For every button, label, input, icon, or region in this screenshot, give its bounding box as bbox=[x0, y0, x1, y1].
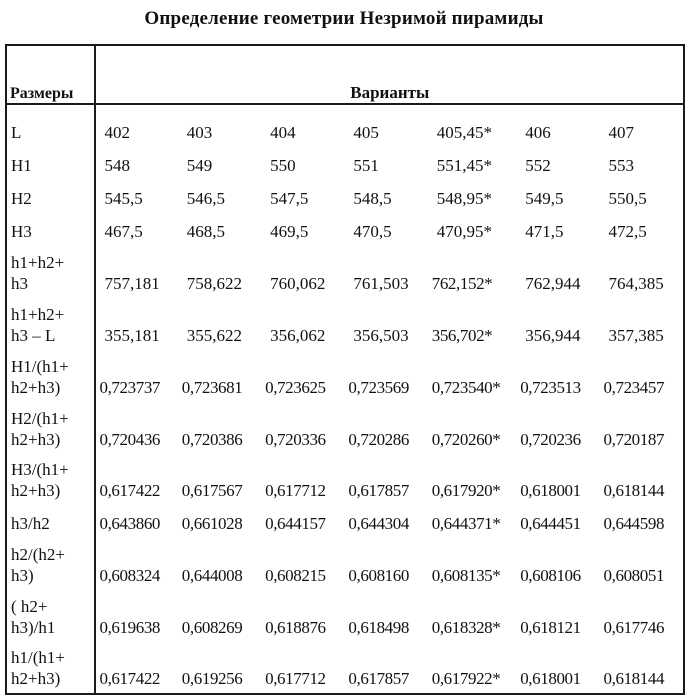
cell-variant-6: 0,618001 bbox=[520, 481, 581, 501]
row-label bbox=[6, 590, 95, 642]
cell-variant-4: 405 bbox=[353, 123, 379, 142]
cell-variant-7: 0,617746 bbox=[603, 618, 665, 638]
cell-variant-2: 0,644008 bbox=[181, 566, 243, 586]
cell-variant-1: 467,5 bbox=[104, 222, 143, 242]
row-label bbox=[6, 538, 95, 590]
cell-variant-2: 0,723681 bbox=[181, 377, 243, 397]
row-label bbox=[6, 350, 95, 402]
table-row bbox=[6, 213, 684, 246]
header-row bbox=[6, 45, 684, 104]
cell-variant-5: 0,617920* bbox=[431, 481, 501, 501]
row-label-line: h3/h2 bbox=[11, 514, 50, 534]
row-label-line: h2+h3) bbox=[11, 669, 61, 688]
row-label bbox=[6, 180, 95, 213]
table-row bbox=[6, 350, 684, 402]
cell-variant-2: 468,5 bbox=[186, 222, 226, 242]
cell-variant-6: 0,720236 bbox=[520, 429, 581, 449]
cell-variant-4: 548,5 bbox=[353, 189, 392, 209]
cell-variant-3: 356,062 bbox=[270, 325, 326, 345]
table-row bbox=[6, 642, 684, 694]
cell-variant-5: 548,95* bbox=[436, 189, 492, 209]
cell-variant-2: 0,617567 bbox=[181, 481, 243, 501]
cell-variant-4: 470,5 bbox=[353, 222, 392, 242]
cell-variant-6: 471,5 bbox=[525, 222, 564, 242]
cell-variant-1: 0,643860 bbox=[99, 514, 161, 534]
row-label-line: H3 bbox=[11, 222, 32, 242]
row-label bbox=[6, 454, 95, 506]
cell-variant-3: 547,5 bbox=[270, 189, 309, 209]
cell-variant-7: 553 bbox=[608, 156, 635, 176]
cell-variant-5: 0,723540* bbox=[431, 377, 501, 397]
cell-variant-2: 0,619256 bbox=[181, 669, 243, 688]
cell-variant-2: 549 bbox=[186, 156, 213, 176]
cell-variant-6: 0,608106 bbox=[520, 566, 581, 586]
cell-variant-1: 757,181 bbox=[104, 274, 160, 294]
cell-variant-5: 0,617922* bbox=[431, 669, 501, 688]
cell-variant-7: 550,5 bbox=[608, 189, 647, 209]
table-row bbox=[6, 505, 684, 538]
cell-variant-1: 548 bbox=[104, 156, 130, 176]
cell-variant-5: 762,152* bbox=[431, 274, 493, 294]
cell-variant-1: 0,723737 bbox=[99, 377, 161, 397]
row-label-line: H1 bbox=[11, 156, 32, 176]
cell-variant-2: 546,5 bbox=[186, 189, 226, 209]
cell-variant-4: 0,720286 bbox=[348, 429, 409, 449]
cell-variant-6: 762,944 bbox=[525, 274, 581, 294]
cell-variant-3: 0,720336 bbox=[265, 429, 326, 449]
row-label bbox=[6, 505, 95, 538]
cell-variant-4: 551 bbox=[353, 156, 379, 176]
pyramid-geometry-table bbox=[5, 44, 685, 695]
cell-variant-6: 0,618001 bbox=[520, 669, 581, 688]
cell-variant-7: 407 bbox=[608, 123, 635, 142]
cell-variant-1: 402 bbox=[104, 123, 130, 142]
cell-variant-5: 0,618328* bbox=[431, 618, 501, 638]
cell-variant-7: 0,720187 bbox=[603, 429, 665, 449]
cell-variant-7: 764,385 bbox=[608, 274, 664, 294]
row-label-line: h1+h2+ bbox=[11, 253, 65, 273]
cell-variant-5: 0,644371* bbox=[431, 514, 501, 534]
cell-variant-3: 0,617712 bbox=[265, 481, 326, 501]
cell-variant-4: 0,608160 bbox=[348, 566, 409, 586]
table-row bbox=[6, 298, 684, 350]
cell-variant-4: 0,617857 bbox=[348, 481, 409, 501]
column-header-sizes: Размеры bbox=[6, 45, 95, 104]
cell-variant-7: 0,608051 bbox=[603, 566, 665, 586]
cell-variant-3: 0,618876 bbox=[265, 618, 326, 638]
cell-variant-1: 355,181 bbox=[104, 325, 160, 345]
cell-variant-1: 0,617422 bbox=[99, 481, 161, 501]
cell-variant-1: 0,619638 bbox=[99, 618, 161, 638]
table-row bbox=[6, 246, 684, 298]
row-label bbox=[6, 246, 95, 298]
table-row bbox=[6, 147, 684, 180]
row-label bbox=[6, 298, 95, 350]
cell-variant-5: 0,608135* bbox=[431, 566, 501, 586]
row-label bbox=[6, 114, 95, 147]
spacer-row bbox=[6, 104, 684, 114]
cell-variant-6: 0,618121 bbox=[520, 618, 581, 638]
cell-variant-7: 0,723457 bbox=[603, 377, 665, 397]
row-label-line: h1/(h1+ bbox=[11, 648, 65, 667]
cell-variant-2: 0,661028 bbox=[181, 514, 243, 534]
cell-variant-1: 0,608324 bbox=[99, 566, 161, 586]
table-row bbox=[6, 402, 684, 454]
row-label bbox=[6, 213, 95, 246]
cell-variant-4: 356,503 bbox=[353, 325, 409, 345]
cell-variant-3: 760,062 bbox=[270, 274, 326, 294]
cell-variant-3: 404 bbox=[270, 123, 296, 142]
cell-variant-3: 0,723625 bbox=[265, 377, 326, 397]
row-label-line: h2+h3) bbox=[11, 481, 61, 501]
row-label-line: h2+h3) bbox=[11, 429, 61, 449]
cell-variant-3: 0,644157 bbox=[265, 514, 326, 534]
cell-variant-5: 470,95* bbox=[436, 222, 492, 242]
row-label-line: h2+h3) bbox=[11, 377, 61, 397]
cell-variant-7: 0,618144 bbox=[603, 481, 665, 501]
cell-variant-6: 356,944 bbox=[525, 325, 581, 345]
cell-variant-3: 0,617712 bbox=[265, 669, 326, 688]
row-label-line: H3/(h1+ bbox=[11, 460, 69, 480]
cell-variant-7: 0,644598 bbox=[603, 514, 665, 534]
cell-variant-5: 356,702* bbox=[431, 325, 493, 345]
cell-variant-4: 0,617857 bbox=[348, 669, 409, 688]
cell-variant-5: 551,45* bbox=[436, 156, 492, 176]
cell-variant-4: 0,618498 bbox=[348, 618, 409, 638]
table-row bbox=[6, 454, 684, 506]
row-label bbox=[6, 402, 95, 454]
cell-variant-3: 0,608215 bbox=[265, 566, 326, 586]
cell-variant-3: 550 bbox=[270, 156, 296, 176]
table-row bbox=[6, 180, 684, 213]
cell-variant-4: 0,723569 bbox=[348, 377, 409, 397]
cell-variant-5: 405,45* bbox=[436, 123, 492, 142]
cell-variant-6: 406 bbox=[525, 123, 551, 142]
cell-variant-6: 0,723513 bbox=[520, 377, 581, 397]
row-label-line: H2/(h1+ bbox=[11, 408, 69, 428]
table-row bbox=[6, 538, 684, 590]
row-label bbox=[6, 642, 95, 694]
table-row bbox=[6, 114, 684, 147]
row-label-line: H1/(h1+ bbox=[11, 356, 69, 376]
table-title: Определение геометрии Незримой пирамиды bbox=[144, 8, 544, 29]
cell-variant-1: 0,617422 bbox=[99, 669, 161, 688]
row-label bbox=[6, 147, 95, 180]
row-label-line: h3) bbox=[11, 566, 34, 586]
cell-variant-4: 761,503 bbox=[353, 274, 409, 294]
row-label-line: L bbox=[11, 123, 22, 142]
row-label-line: h2/(h2+ bbox=[11, 545, 65, 565]
cell-variant-6: 549,5 bbox=[525, 189, 564, 209]
table-row bbox=[6, 590, 684, 642]
cell-variant-1: 545,5 bbox=[104, 189, 143, 209]
cell-variant-6: 0,644451 bbox=[520, 514, 581, 534]
cell-variant-5: 0,720260* bbox=[431, 429, 501, 449]
row-label-line: h3)/h1 bbox=[11, 618, 56, 638]
cell-variant-2: 403 bbox=[186, 123, 213, 142]
column-header-variants: Варианты bbox=[95, 45, 684, 104]
cell-variant-7: 357,385 bbox=[608, 325, 664, 345]
row-label-line: h1+h2+ bbox=[11, 304, 65, 324]
cell-variant-2: 0,608269 bbox=[181, 618, 243, 638]
row-label-line: H2 bbox=[11, 189, 32, 209]
cell-variant-4: 0,644304 bbox=[348, 514, 409, 534]
cell-variant-2: 355,622 bbox=[186, 325, 243, 345]
row-label-line: ( h2+ bbox=[11, 597, 48, 617]
cell-variant-1: 0,720436 bbox=[99, 429, 161, 449]
cell-variant-7: 0,618144 bbox=[603, 669, 665, 688]
cell-variant-6: 552 bbox=[525, 156, 551, 176]
cell-variant-2: 0,720386 bbox=[181, 429, 243, 449]
cell-variant-2: 758,622 bbox=[186, 274, 243, 294]
row-label-line: h3 – L bbox=[11, 325, 56, 345]
row-label-line: h3 bbox=[11, 274, 28, 294]
cell-variant-3: 469,5 bbox=[270, 222, 309, 242]
cell-variant-7: 472,5 bbox=[608, 222, 647, 242]
